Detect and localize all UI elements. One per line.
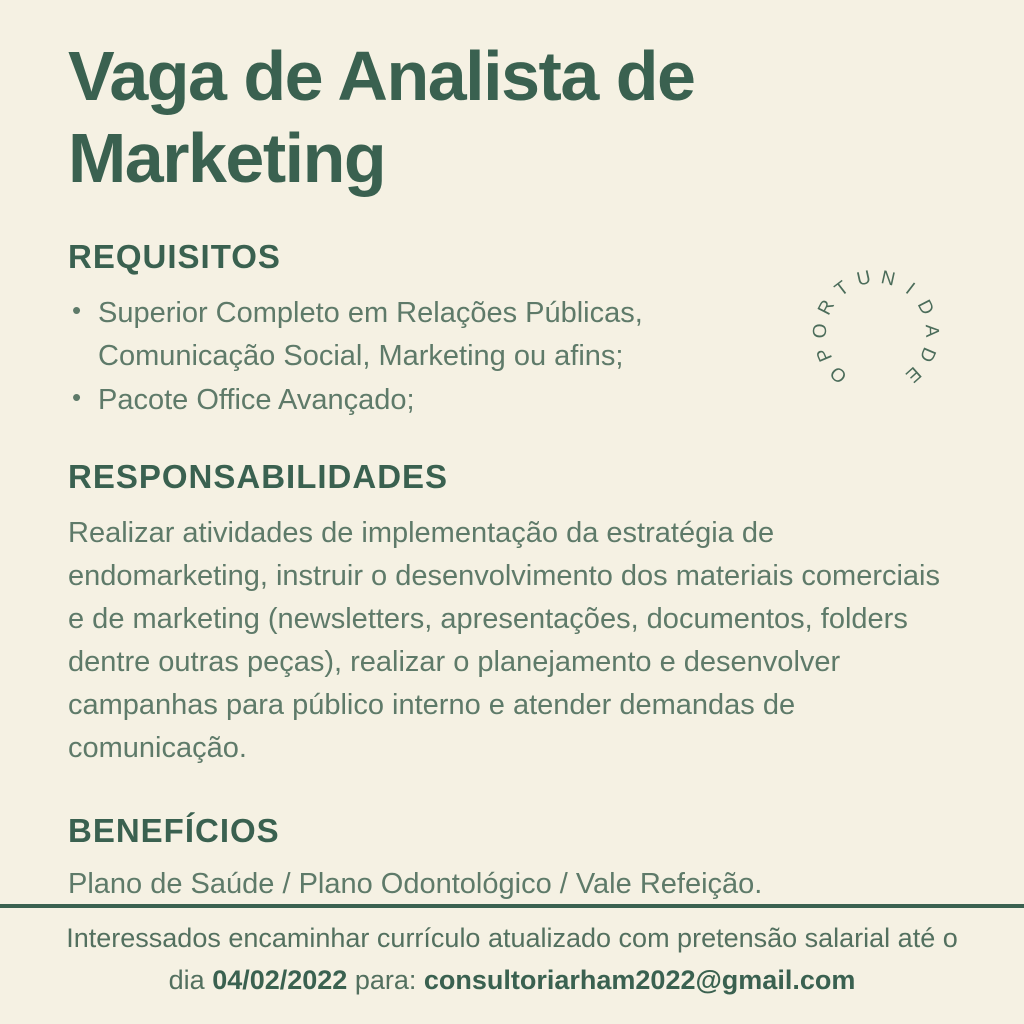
footer bbox=[0, 904, 1024, 998]
responsibilities-paragraph: Realizar atividades de implementação da estratégia de endomarketing, instruir o desenvolvimento dos materiais comerciais e de marketing (newsletters, apresentações, documentos, folders dentre outras peças), realizar o planejamento e desenvolver campanhas para público interno e atender demandas de comunicação. bbox=[68, 517, 940, 764]
footer-divider-line bbox=[0, 904, 1024, 908]
requirements-list bbox=[68, 292, 713, 423]
footer-contact-line1: Interessados encaminhar currículo atualizado com pretensão salarial até o bbox=[66, 923, 958, 953]
footer-contact-line2 bbox=[0, 963, 1024, 998]
contact-email: consultoriarham2022@gmail.com bbox=[423, 965, 856, 996]
footer-line2-prefix: dia bbox=[168, 965, 213, 996]
badge-letter: T bbox=[831, 277, 854, 301]
page-title bbox=[68, 36, 964, 200]
badge-letter: A bbox=[920, 324, 943, 338]
page-title-line1: Vaga de Analista de bbox=[68, 37, 695, 115]
requirement-item-text: Superior Completo em Relações Públicas, Comunicação Social, Marketing ou afins; bbox=[98, 296, 643, 373]
page-title-line2: Marketing bbox=[68, 118, 386, 197]
requirement-item bbox=[68, 379, 713, 423]
bullet-icon: • bbox=[72, 381, 82, 412]
oportunidade-circular-badge bbox=[801, 258, 951, 408]
section-heading-beneficios: BENEFÍCIOS bbox=[68, 811, 280, 849]
badge-letter: E bbox=[901, 362, 925, 387]
badge-letter: I bbox=[901, 279, 919, 299]
badge-letter: R bbox=[814, 296, 840, 319]
benefits-text: Plano de Saúde / Plano Odontológico / Vale Refeição. bbox=[68, 867, 763, 900]
requirement-item bbox=[68, 292, 713, 379]
section-heading-responsabilidades: RESPONSABILIDADES bbox=[68, 458, 449, 496]
bullet-icon: • bbox=[72, 294, 82, 325]
deadline-date: 04/02/2022 bbox=[212, 965, 348, 996]
badge-letter: N bbox=[879, 267, 898, 291]
badge-letter: U bbox=[854, 267, 873, 291]
badge-letter: D bbox=[912, 296, 938, 319]
badge-letter: O bbox=[809, 323, 832, 339]
badge-letter: P bbox=[812, 344, 838, 365]
requirement-item-text: Pacote Office Avançado; bbox=[98, 383, 415, 416]
footer-line2-middle: para: bbox=[347, 965, 424, 996]
badge-letter: O bbox=[826, 361, 852, 387]
section-heading-requisitos: REQUISITOS bbox=[68, 237, 281, 275]
badge-letter: D bbox=[914, 344, 940, 366]
